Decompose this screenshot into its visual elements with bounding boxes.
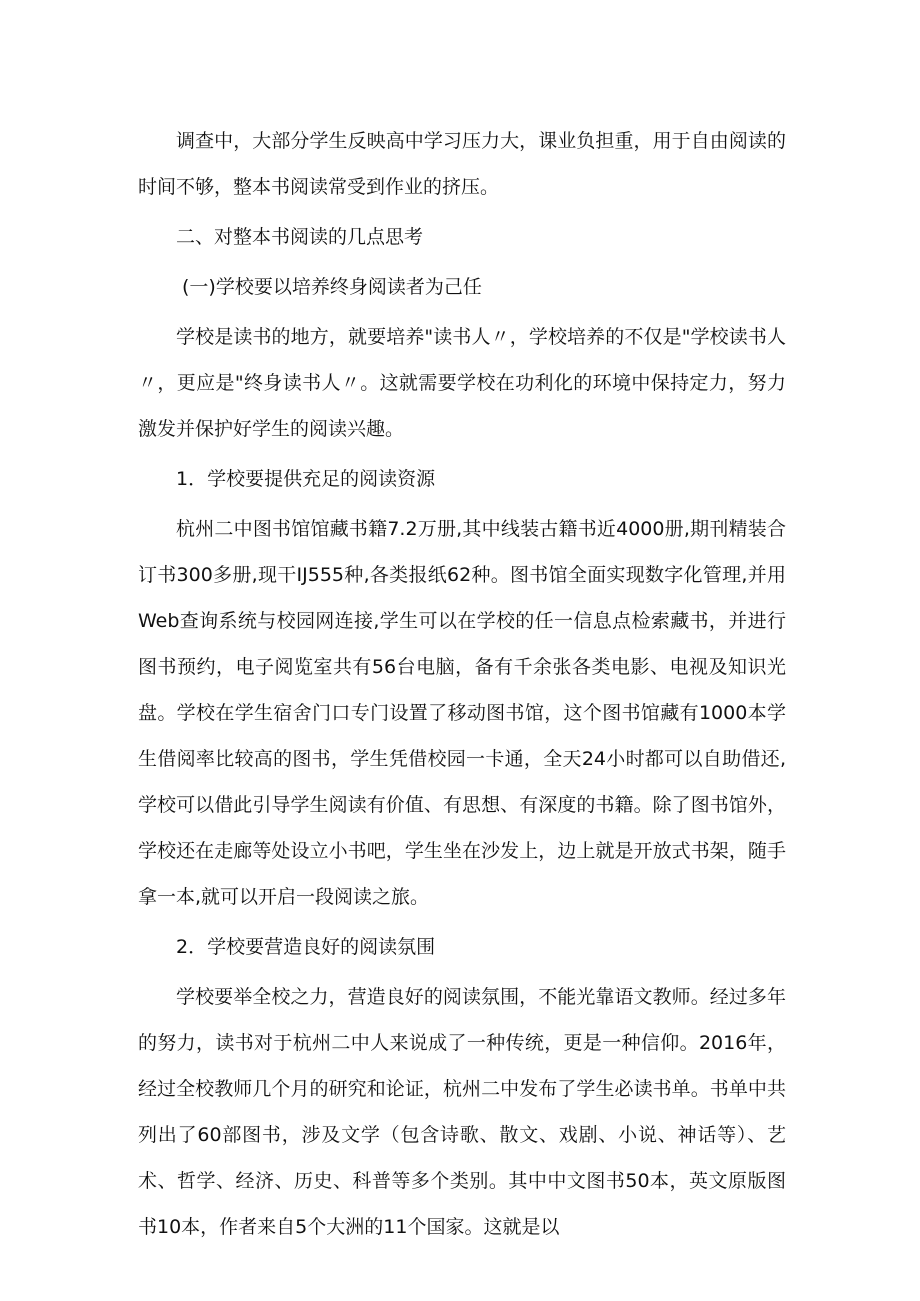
numbered-heading-1: 1．学校要提供充足的阅读资源 — [176, 468, 436, 490]
body-paragraph-1: 调查中，大部分学生反映高中学习压力大，课业负担重，用于自由阅读的时间不够，整本书阅读常受到作业的挤压。 — [138, 130, 786, 198]
section-heading: 二、对整本书阅读的几点思考 — [176, 226, 424, 248]
subsection-heading: (一)学校要以培养终身阅读者为己任 — [182, 276, 482, 298]
document-body — [138, 118, 786, 1250]
body-paragraph-2: 学校是读书的地方，就要培养"读书人〃，学校培养的不仅是"学校读书人〃，更应是"终身读书人〃。这就需要学校在功利化的环境中保持定力，努力激发并保护好学生的阅读兴趣。 — [138, 326, 786, 440]
numbered-heading-2: 2．学校要营造良好的阅读氛围 — [176, 936, 436, 958]
body-paragraph-3: 杭州二中图书馆馆藏书籍7.2万册,其中线装古籍书近4000册,期刊精装合订书300多册,现干IJ555种,各类报纸62种。图书馆全面实现数字化管理,并用Web查询系统与校园网连接,学生可以在学校的任一信息点检索藏书，并进行图书预约，电子阅览室共有56台电脑，备有千余张各类电影、电视及知识光盘。学校在学生宿舍门口专门设置了移动图书馆，这个图书馆藏有1000本学生借阅率比较高的图书，学生凭借校园一卡通，全天24小时都可以自助借还,学校可以借此引导学生阅读有价值、有思想、有深度的书籍。除了图书馆外，学校还在走廊等处设立小书吧，学生坐在沙发上，边上就是开放式书架，随手拿一本,就可以开启一段阅读之旅。 — [138, 518, 786, 908]
body-paragraph-4: 学校要举全校之力，营造良好的阅读氛围，不能光靠语文教师。经过多年的努力，读书对于杭州二中人来说成了一种传统，更是一种信仰。2016年，经过全校教师几个月的研究和论证，杭州二中发布了学生必读书单。书单中共列出了60部图书，涉及文学（包含诗歌、散文、戏剧、小说、神话等）、艺术、哲学、经济、历史、科普等多个类别。其中中文图书50本，英文原版图书10本，作者来自5个大洲的11个国家。这就是以 — [138, 986, 786, 1238]
